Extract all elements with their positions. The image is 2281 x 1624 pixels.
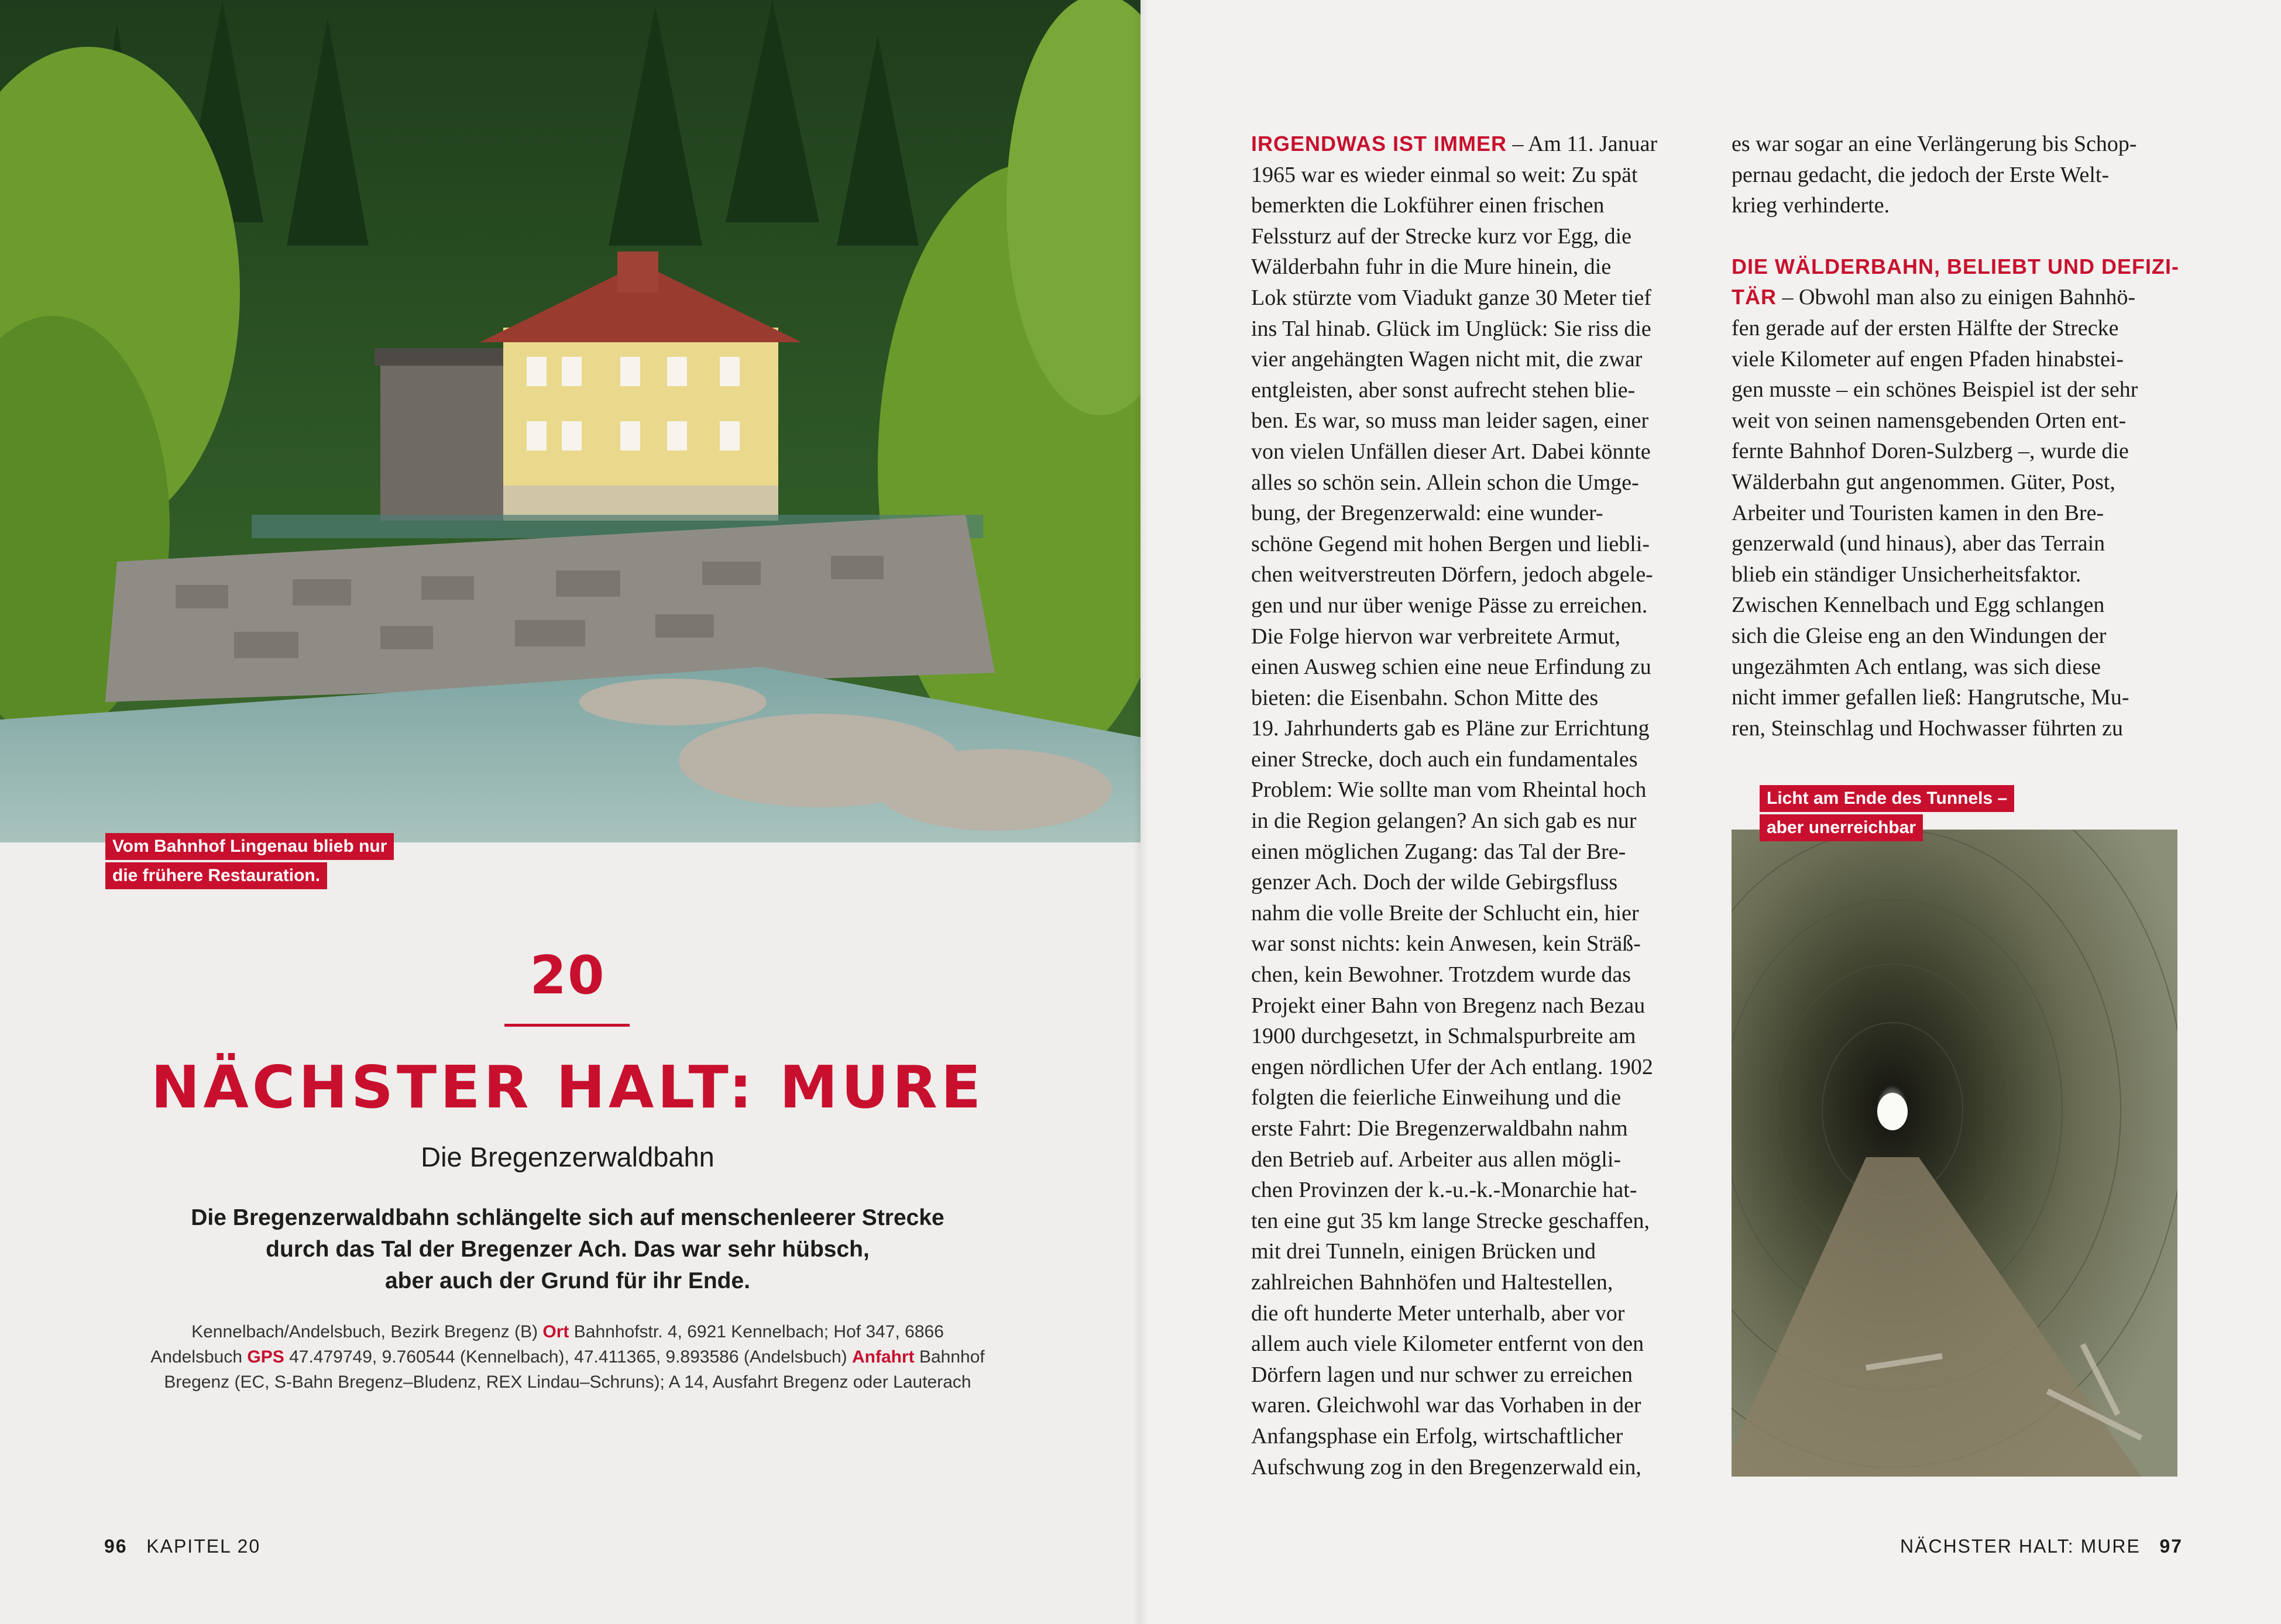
lead-line: aber auch der Grund für ihr Ende. xyxy=(384,1268,751,1293)
body-column-2 xyxy=(1732,129,2182,744)
river-photo-caption xyxy=(105,833,394,892)
lead-line: durch das Tal der Bregenzer Ach. Das war sehr hübsch, xyxy=(266,1237,870,1262)
paragraph xyxy=(1732,252,2182,744)
page-number: 97 xyxy=(2159,1536,2183,1557)
info-label-ort: Ort xyxy=(542,1322,569,1341)
paragraph-text: – Am 11. Januar 1965 war es wieder einmal so weit: Zu spät bemerkten die Lokführer einen frischen Felssturz auf der Strecke kurz vor Egg, die Wälderbahn fuhr in die Mure hinein, die Lok stürzte vom Viadukt ganze 30 Meter tief ins Tal hinab. Glück im Unglück: Sie riss die vier angehängten Wagen nicht mit, die zwar entgleisten, aber sonst aufrecht stehen blie- ben. Es war, so muss man leider sagen, einer von vielen Unfällen dieser Art. Dabei könnte alles so schön sein. Allein schon die Umge- bung, der Bregenzerwald: eine wunder- schöne Gegend mit hohen Bergen und liebli- chen weitverstreuten Dörfern, jedoch abgele- gen und nur über wenige Pässe zu erreichen. Die Folge hiervon war verbreitete Armut, einen Ausweg schien eine neue Erfindung zu bieten: die Eisenbahn. Schon Mitte des 19. Jahrhunderts gab es Pläne zur Errichtung einer Strecke, doch auch ein fundamentales Problem: Wie sollte man vom Rheintal hoch in die Region gelangen? An sich gab es nur einen möglichen Zugang: das Tal der Bre- genzer Ach. Doch der wilde Gebirgsfluss nahm die volle Breite der Schlucht ein, hier war sonst nichts: kein Anwesen, kein Sträß- chen, kein Bewohner. Trotzdem wurde das Projekt einer Bahn von Bregenz nach Bezau 1900 durchgesetzt, in Schmalspurbreite am engen nördlichen Ufer der Ach entlang. 1902 folgten die feierliche Einweihung und die erste Fahrt: Die Bregenzerwaldbahn nahm den Betrieb auf. Arbeiter aus allen mögli- chen Provinzen der k.-u.-k.-Monarchie hat- ten eine gut 35 km lange Strecke geschaffen, mit drei Tunneln, einigen Brücken und zahlreichen Bahnhöfen und Haltestellen, die oft hunderte Meter unterhalb, aber vor allem auch viele Kilometer entfernt von den Dörfern lagen und nur schwer zu erreichen waren. Gleichwohl war das Vorhaben in der Anfangsphase ein Erfolg, wirtschaftlicher Aufschwung zog in den Bregenzerwald ein, xyxy=(1251,132,1658,1480)
info-label-gps: GPS xyxy=(247,1347,284,1367)
chapter-number-rule xyxy=(504,1024,630,1027)
right-folio xyxy=(1900,1536,2183,1557)
info-text: Bahnhofstr. 4, 6921 Kennelbach; Hof 347, 6866 Andelsbuch xyxy=(150,1322,944,1367)
chapter-number: 20 xyxy=(530,945,606,1006)
lead-line: Die Bregenzerwaldbahn schlängelte sich auf menschenleerer Strecke xyxy=(191,1205,944,1230)
tunnel-photo-caption xyxy=(1760,785,2014,844)
book-gutter-shadow xyxy=(1133,0,1148,1624)
info-text: Bahnhof Bregenz (EC, S-Bahn Bregenz–Bludenz, REX Lindau–Schruns); A 14, Ausfahrt Bregenz oder Lauterach xyxy=(164,1347,985,1392)
caption-line: aber unerreichbar xyxy=(1760,814,1923,841)
chapter-title: NÄCHSTER HALT: MURE xyxy=(150,1053,985,1121)
section-kicker: DIE WÄLDERBAHN, BELIEBT UND DEFIZI- xyxy=(1732,254,2179,278)
section-kicker: TÄR xyxy=(1732,285,1777,309)
paragraph: es war sogar an eine Verlängerung bis Schop- pernau gedacht, die jedoch der Erste Welt- krieg verhinderte. xyxy=(1732,132,2137,218)
location-info xyxy=(146,1319,989,1395)
info-text: 47.479749, 9.760544 (Kennelbach), 47.411365, 9.893586 (Andelsbuch) xyxy=(284,1347,852,1367)
tunnel-photo xyxy=(1732,830,2177,1477)
section-kicker: IRGENDWAS IST IMMER xyxy=(1251,132,1507,156)
running-head: KAPITEL 20 xyxy=(146,1536,261,1557)
caption-line: Licht am Ende des Tunnels – xyxy=(1760,785,2014,812)
river-station-photo xyxy=(0,0,1140,842)
body-column-1 xyxy=(1251,129,1696,1482)
chapter-lead xyxy=(146,1202,989,1297)
info-label-anfahrt: Anfahrt xyxy=(851,1347,915,1367)
paragraph-text: – Obwohl man also zu einigen Bahnhö- fen gerade auf der ersten Hälfte der Strecke viele Kilometer auf engen Pfaden hinabstei- gen musste – ein schönes Beispiel ist der sehr weit von seinen namensgebenden Orten ent- fernte Bahnhof Doren-Sulzberg –, wurde die Wälderbahn gut angenommen. Güter, Post, Arbeiter und Touristen kamen in den Bre- genzerwald (und hinaus), aber das Terrain blieb ein ständiger Unsicherheitsfaktor. Zwischen Kennelbach und Egg schlangen sich die Gleise eng an den Windungen der ungezähmten Ach entlang, was sich diese nicht immer gefallen ließ: Hangrutsche, Mu- ren, Steinschlag und Hochwasser führten zu xyxy=(1732,285,2138,741)
chapter-subtitle: Die Bregenzerwaldbahn xyxy=(421,1141,714,1172)
paragraph xyxy=(1251,129,1696,1482)
section-spacer xyxy=(1732,221,2182,252)
page-number: 96 xyxy=(104,1536,128,1557)
caption-line: die frühere Restauration. xyxy=(105,862,327,889)
left-folio xyxy=(104,1536,260,1557)
info-text: Kennelbach/Andelsbuch, Bezirk Bregenz (B) xyxy=(191,1322,543,1341)
running-head: NÄCHSTER HALT: MURE xyxy=(1900,1536,2141,1557)
caption-line: Vom Bahnhof Lingenau blieb nur xyxy=(105,833,394,860)
